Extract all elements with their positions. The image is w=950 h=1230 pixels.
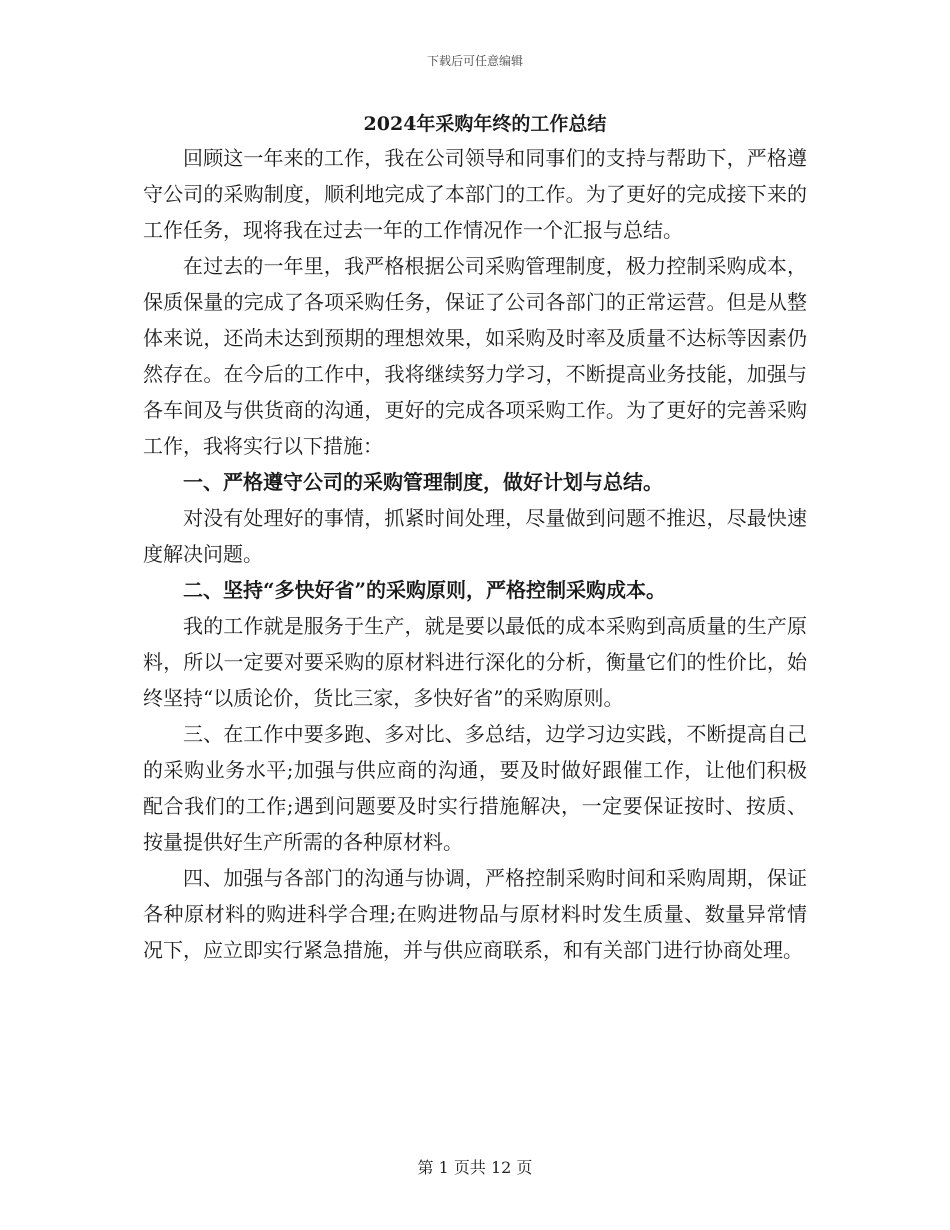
- paragraph-review: 在过去的一年里，我严格根据公司采购管理制度，极力控制采购成本，保质保量的完成了各项采购任务，保证了公司各部门的正常运营。但是从整体来说，还尚未达到预期的理想效果，如采购及时率及质量不达标等因素仍然存在。在今后的工作中，我将继续努力学习，不断提高业务技能，加强与各车间及与供货商的沟通，更好的完成各项采购工作。为了更好的完善采购工作，我将实行以下措施：: [143, 254, 807, 458]
- paragraph-section-2: 我的工作就是服务于生产，就是要以最低的成本采购到高质量的生产原料，所以一定要对要采购的原材料进行深化的分析，衡量它们的性价比，始终坚持“以质论价，货比三家，多快好省”的采购原则。: [143, 614, 807, 710]
- page-number: 第 1 页共 12 页: [417, 1158, 533, 1177]
- paragraph-section-4: 四、加强与各部门的沟通与协调，严格控制采购时间和采购周期，保证各种原材料的购进科学合理;在购进物品与原材料时发生质量、数量异常情况下，应立即实行紧急措施，并与供应商联系，和有关部门进行协商处理。: [143, 866, 807, 962]
- document-body: [143, 110, 807, 968]
- paragraph-intro: 回顾这一年来的工作，我在公司领导和同事们的支持与帮助下，严格遵守公司的采购制度，顺利地完成了本部门的工作。为了更好的完成接下来的工作任务，现将我在过去一年的工作情况作一个汇报与总结。: [143, 146, 807, 242]
- paragraph-section-3: 三、在工作中要多跑、多对比、多总结，边学习边实践，不断提高自己的采购业务水平;加强与供应商的沟通，要及时做好跟催工作，让他们积极配合我们的工作;遇到问题要及时实行措施解决，一定要保证按时、按质、按量提供好生产所需的各种原材料。: [143, 722, 807, 854]
- section-heading-1: 一、严格遵守公司的采购管理制度，做好计划与总结。: [183, 470, 663, 494]
- page-header-note: 下载后可任意编辑: [426, 54, 523, 68]
- paragraph-section-1: 对没有处理好的事情，抓紧时间处理，尽量做到问题不推迟，尽最快速度解决问题。: [143, 506, 807, 566]
- document-title: 2024年采购年终的工作总结: [363, 113, 607, 135]
- section-heading-2: 二、坚持“多快好省”的采购原则，严格控制采购成本。: [183, 578, 667, 602]
